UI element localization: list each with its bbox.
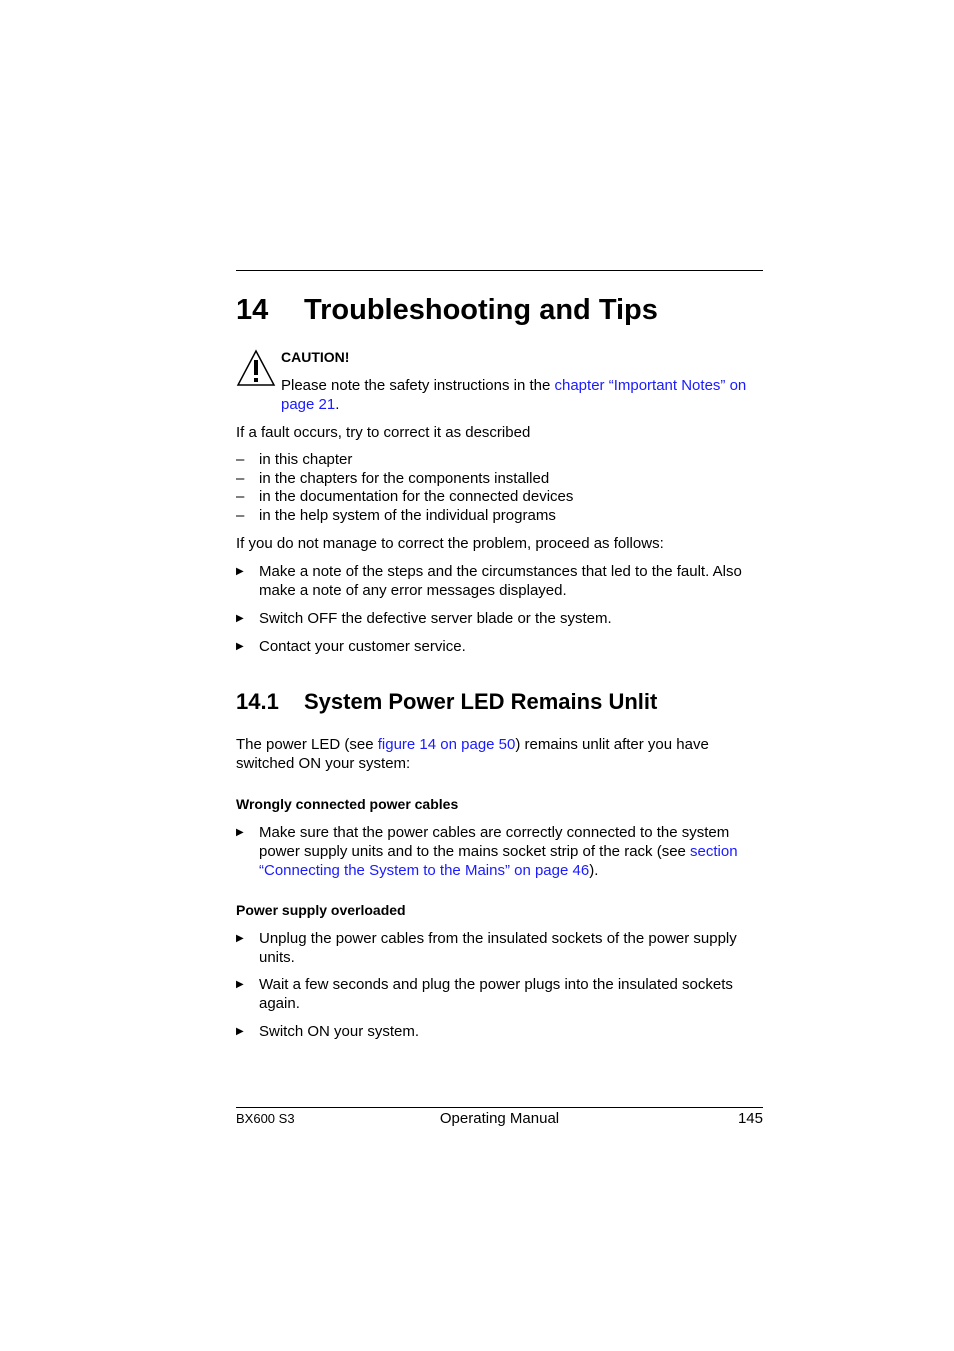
- list-item-text: Contact your customer service.: [259, 638, 466, 655]
- list-item: [236, 823, 763, 880]
- caution-text: [281, 376, 763, 414]
- list-item: [236, 507, 763, 526]
- overload-heading: Power supply overloaded: [236, 902, 406, 918]
- list-item: [236, 470, 763, 489]
- section-number: 14.1: [236, 689, 279, 714]
- intro-paragraph: [236, 423, 763, 442]
- overload-step-2: [236, 975, 763, 1013]
- dash-list: [236, 451, 763, 525]
- page-footer: [236, 1109, 763, 1129]
- step-arrow-icon: ▶: [236, 613, 244, 624]
- section-title-text: System Power LED Remains Unlit: [304, 689, 658, 714]
- section-intro-before: The power LED (see: [236, 736, 378, 753]
- step-arrow-icon: ▶: [236, 641, 244, 652]
- proceed-paragraph: [236, 534, 763, 553]
- dash-marker: –: [236, 451, 245, 468]
- intro-text: If a fault occurs, try to correct it as described: [236, 424, 531, 441]
- list-item: [236, 609, 763, 628]
- section-intro-text: [236, 735, 763, 773]
- proceed-text: If you do not manage to correct the problem, proceed as follows:: [236, 535, 664, 552]
- list-item-text: in the help system of the individual programs: [259, 506, 556, 524]
- step-list-1: [236, 562, 763, 600]
- chapter-number: 14: [236, 294, 269, 326]
- list-item: [236, 488, 763, 507]
- list-item: [236, 451, 763, 470]
- overload-subheading: [236, 901, 763, 920]
- list-item: [236, 562, 763, 600]
- connecting-mains-link[interactable]: section “Connecting the System to the Mains” on page 46: [259, 843, 738, 879]
- cables-step-after: ).: [589, 862, 599, 879]
- footer-page-number: 145: [737, 1110, 763, 1127]
- cables-step-before: Make sure that the power cables are correctly connected to the system power supply units and to the mains socket strip of the rack (see: [259, 824, 730, 860]
- caution-text-after: .: [335, 396, 340, 413]
- list-item-text: in the documentation for the connected devices: [259, 488, 574, 505]
- step-arrow-icon: ▶: [236, 933, 244, 944]
- overload-step-3: [236, 1022, 763, 1041]
- list-item-text: in this chapter: [259, 451, 353, 468]
- list-item-text: Switch OFF the defective server blade or the system.: [259, 610, 612, 627]
- list-item-text: in the chapters for the components installed: [259, 469, 550, 487]
- section-intro: [236, 735, 763, 773]
- list-item-text: Unplug the power cables from the insulated sockets of the power supply units.: [259, 930, 737, 966]
- step-arrow-icon: ▶: [236, 827, 244, 838]
- section-title: [236, 688, 657, 716]
- cables-subheading: [236, 795, 763, 814]
- dash-marker: –: [236, 506, 245, 524]
- caution-notice: [281, 348, 763, 414]
- figure-14-link[interactable]: figure 14 on page 50: [377, 736, 516, 753]
- header-rule: [236, 270, 763, 271]
- overload-step-1: [236, 929, 763, 967]
- list-item: [236, 975, 763, 1013]
- cables-steps: [236, 823, 763, 880]
- step-arrow-icon: ▶: [236, 979, 244, 990]
- footer-product: BX600 S3: [236, 1111, 295, 1126]
- important-notes-link[interactable]: chapter “Important Notes” on page 21: [281, 377, 747, 413]
- warning-triangle-icon: [236, 349, 276, 387]
- list-item-text: Make a note of the steps and the circumstances that led to the fault. Also make a note of any error messages displayed.: [259, 563, 742, 599]
- list-item-text: Switch ON your system.: [259, 1023, 420, 1040]
- list-item: [236, 637, 763, 656]
- chapter-title-text: Troubleshooting and Tips: [304, 294, 658, 326]
- list-item: [236, 929, 763, 967]
- step-list-2: [236, 609, 763, 628]
- list-item-text: Wait a few seconds and plug the power plugs into the insulated sockets again.: [259, 976, 733, 1012]
- caution-text-before: Please note the safety instructions in the: [281, 377, 555, 394]
- caution-heading: CAUTION!: [281, 349, 350, 365]
- cables-heading: Wrongly connected power cables: [236, 796, 459, 812]
- step-arrow-icon: ▶: [236, 566, 244, 577]
- step-arrow-icon: ▶: [236, 1026, 244, 1037]
- dash-marker: –: [236, 488, 245, 505]
- chapter-title: [236, 292, 658, 328]
- list-item: [236, 1022, 763, 1041]
- dash-marker: –: [236, 469, 245, 487]
- section-intro-after: ) remains unlit after you have switched ON your system:: [236, 736, 709, 772]
- step-list-3: [236, 637, 763, 656]
- footer-rule: [236, 1107, 763, 1108]
- footer-manual-title: Operating Manual: [439, 1110, 560, 1127]
